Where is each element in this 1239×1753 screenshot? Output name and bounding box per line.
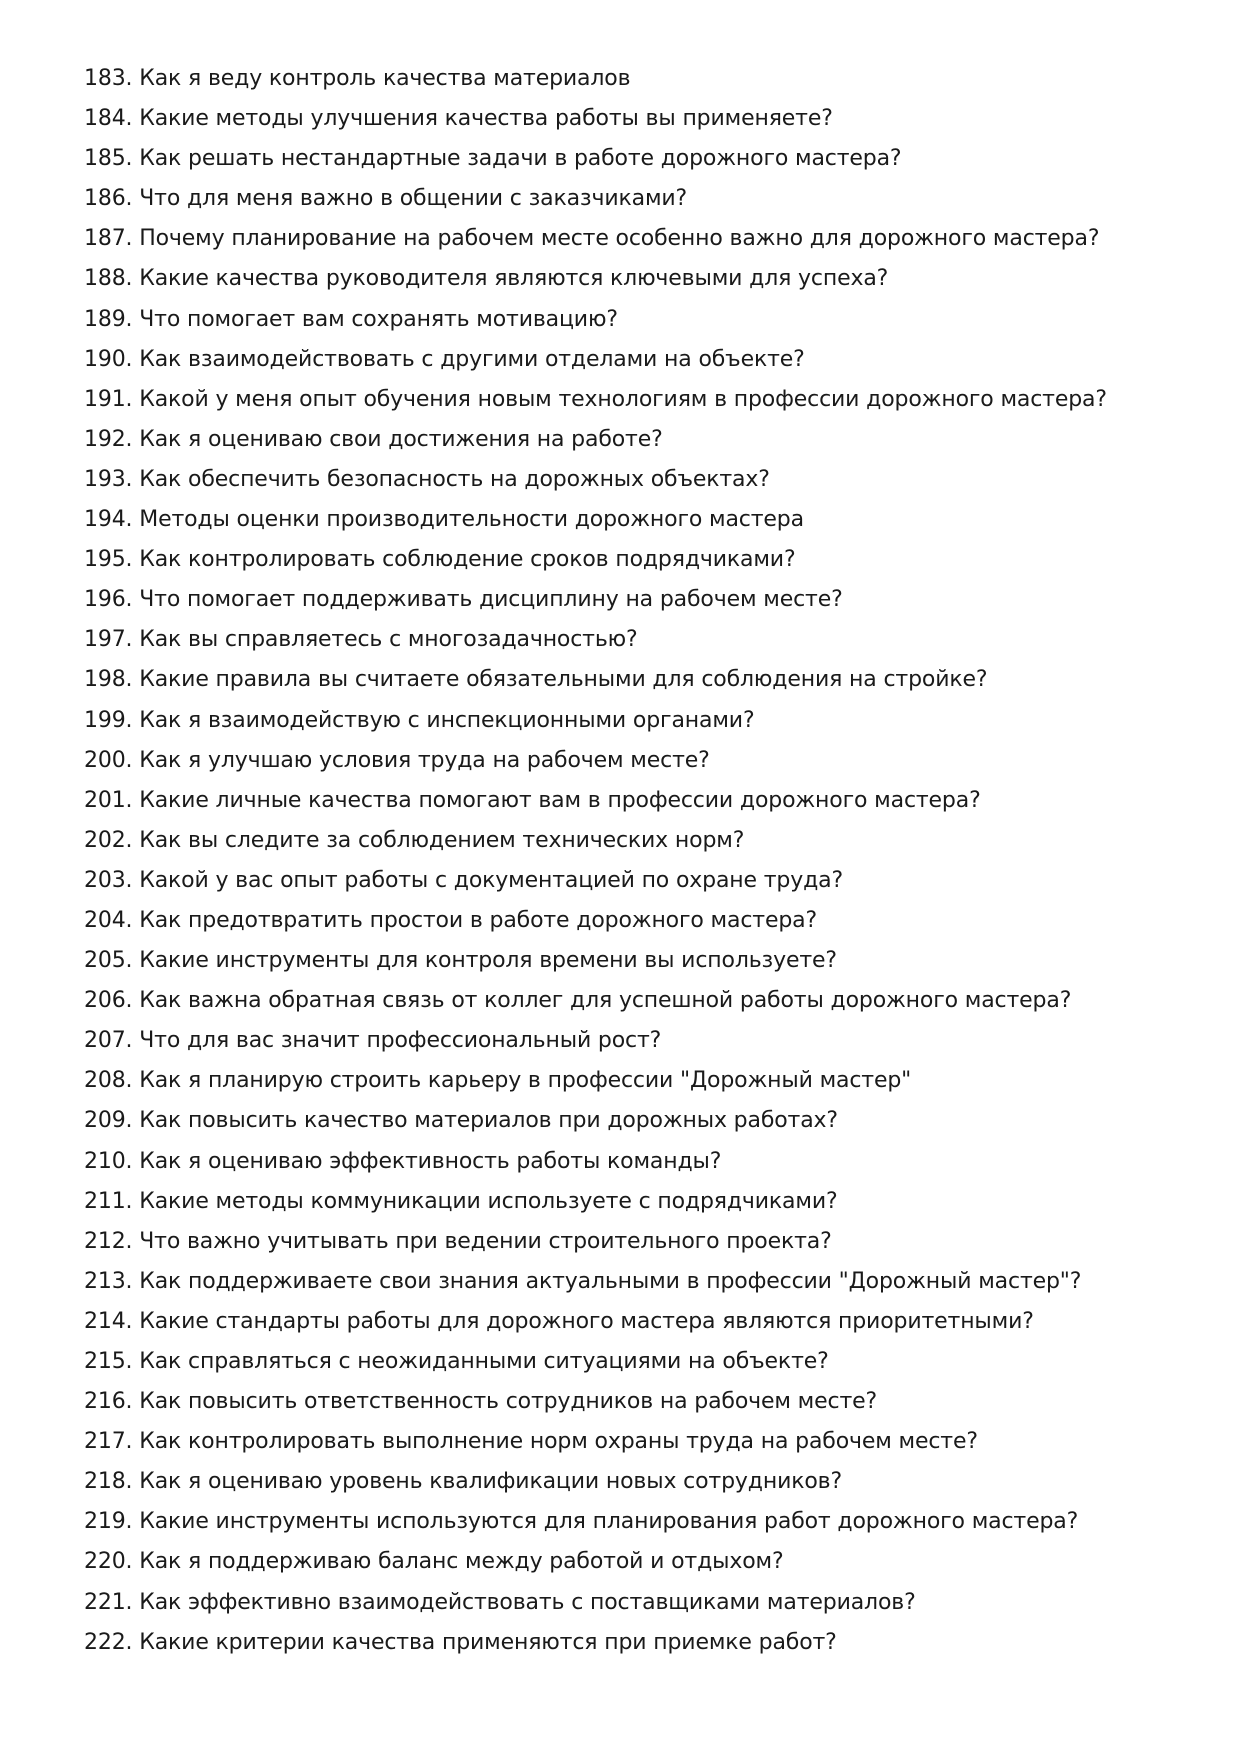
item-text: Как эффективно взаимодействовать с поставщиками материалов?	[139, 1589, 916, 1615]
list-item	[84, 861, 1239, 901]
item-text: Какие инструменты для контроля времени вы используете?	[139, 948, 837, 974]
list-item	[84, 1623, 1239, 1663]
list-item	[84, 660, 1239, 700]
item-text: Как важна обратная связь от коллег для успешной работы дорожного мастера?	[139, 988, 1072, 1014]
item-number: 219.	[84, 1509, 133, 1535]
item-number: 191.	[84, 386, 133, 412]
item-text: Как вы справляетесь с многозадачностью?	[139, 627, 638, 653]
item-number: 216.	[84, 1389, 133, 1415]
item-text: Как я веду контроль качества материалов	[139, 66, 631, 91]
list-item	[84, 1342, 1239, 1382]
list-item	[84, 179, 1239, 219]
item-number: 204.	[84, 907, 133, 933]
list-item	[84, 99, 1239, 139]
item-text: Как я взаимодействую с инспекционными органами?	[139, 707, 755, 733]
list-item	[84, 1021, 1239, 1061]
item-number: 210.	[84, 1148, 133, 1174]
item-number: 213.	[84, 1268, 133, 1294]
item-text: Как я улучшаю условия труда на рабочем месте?	[139, 747, 710, 773]
item-number: 203.	[84, 867, 133, 893]
item-number: 196.	[84, 587, 133, 613]
list-item	[84, 540, 1239, 580]
item-text: Как решать нестандартные задачи в работе дорожного мастера?	[139, 146, 902, 172]
list-item	[84, 139, 1239, 179]
question-list	[84, 59, 1239, 1663]
list-item	[84, 941, 1239, 981]
item-text: Как контролировать выполнение норм охраны труда на рабочем месте?	[139, 1429, 978, 1455]
list-item	[84, 1583, 1239, 1623]
item-number: 207.	[84, 1028, 133, 1054]
list-item	[84, 219, 1239, 259]
list-item	[84, 981, 1239, 1021]
item-number: 206.	[84, 988, 133, 1014]
item-text: Какие правила вы считаете обязательными для соблюдения на стройке?	[139, 667, 988, 693]
item-number: 192.	[84, 426, 133, 452]
list-item	[84, 1502, 1239, 1542]
item-number: 187.	[84, 226, 133, 252]
list-item	[84, 901, 1239, 941]
item-number: 209.	[84, 1108, 133, 1134]
item-number: 215.	[84, 1349, 133, 1374]
item-text: Что помогает вам сохранять мотивацию?	[139, 306, 618, 332]
item-text: Как предотвратить простои в работе дорожного мастера?	[139, 907, 818, 933]
list-item	[84, 59, 1239, 99]
item-number: 193.	[84, 466, 133, 492]
item-text: Что для меня важно в общении с заказчиками?	[139, 186, 688, 212]
item-text: Как взаимодействовать с другими отделами на объекте?	[139, 346, 805, 372]
item-number: 208.	[84, 1068, 133, 1094]
list-item	[84, 460, 1239, 500]
item-number: 201.	[84, 787, 133, 813]
item-text: Как поддерживаете свои знания актуальными в профессии "Дорожный мастер"?	[139, 1268, 1082, 1294]
list-item	[84, 1542, 1239, 1582]
item-number: 199.	[84, 707, 133, 733]
item-text: Какие критерии качества применяются при приемке работ?	[139, 1629, 837, 1655]
item-number: 221.	[84, 1589, 133, 1615]
list-item	[84, 1182, 1239, 1222]
list-item	[84, 580, 1239, 620]
list-item	[84, 380, 1239, 420]
item-text: Какие стандарты работы для дорожного мастера являются приоритетными?	[139, 1308, 1034, 1334]
item-number: 189.	[84, 306, 133, 332]
list-item	[84, 741, 1239, 781]
item-number: 205.	[84, 948, 133, 974]
item-number: 190.	[84, 346, 133, 372]
item-text: Какие методы коммуникации используете с подрядчиками?	[139, 1188, 838, 1214]
item-number: 217.	[84, 1429, 133, 1455]
item-text: Как я оцениваю свои достижения на работе?	[139, 426, 663, 452]
list-item	[84, 259, 1239, 299]
item-text: Как обеспечить безопасность на дорожных объектах?	[139, 466, 770, 492]
item-text: Как я оцениваю уровень квалификации новых сотрудников?	[139, 1469, 843, 1495]
item-number: 183.	[84, 66, 133, 91]
item-number: 195.	[84, 547, 133, 573]
item-number: 197.	[84, 627, 133, 653]
item-number: 214.	[84, 1308, 133, 1334]
item-number: 212.	[84, 1228, 133, 1254]
item-number: 218.	[84, 1469, 133, 1495]
item-text: Почему планирование на рабочем месте особенно важно для дорожного мастера?	[139, 226, 1100, 252]
list-item	[84, 300, 1239, 340]
list-item	[84, 1462, 1239, 1502]
item-number: 211.	[84, 1188, 133, 1214]
list-item	[84, 1382, 1239, 1422]
item-number: 188.	[84, 266, 133, 292]
item-text: Какие личные качества помогают вам в профессии дорожного мастера?	[139, 787, 981, 813]
item-text: Какой у меня опыт обучения новым технологиям в профессии дорожного мастера?	[139, 386, 1107, 412]
item-text: Что важно учитывать при ведении строительного проекта?	[139, 1228, 832, 1254]
list-item	[84, 701, 1239, 741]
list-item	[84, 781, 1239, 821]
item-number: 198.	[84, 667, 133, 693]
item-text: Как повысить качество материалов при дорожных работах?	[139, 1108, 838, 1134]
list-item	[84, 821, 1239, 861]
item-text: Какие качества руководителя являются ключевыми для успеха?	[139, 266, 889, 292]
list-item	[84, 1061, 1239, 1101]
item-number: 200.	[84, 747, 133, 773]
item-text: Как контролировать соблюдение сроков подрядчиками?	[139, 547, 796, 573]
item-text: Методы оценки производительности дорожного мастера	[139, 507, 804, 533]
item-text: Какие инструменты используются для планирования работ дорожного мастера?	[139, 1509, 1079, 1535]
list-item	[84, 1101, 1239, 1141]
item-text: Что для вас значит профессиональный рост?	[139, 1028, 662, 1054]
item-number: 220.	[84, 1549, 133, 1575]
item-text: Как вы следите за соблюдением технических норм?	[139, 827, 745, 853]
item-text: Как я планирую строить карьеру в профессии "Дорожный мастер"	[139, 1068, 912, 1094]
list-item	[84, 1142, 1239, 1182]
item-number: 202.	[84, 827, 133, 853]
item-number: 194.	[84, 507, 133, 533]
list-item	[84, 1262, 1239, 1302]
item-number: 185.	[84, 146, 133, 172]
item-text: Какие методы улучшения качества работы вы применяете?	[139, 106, 833, 132]
list-item	[84, 420, 1239, 460]
item-text: Что помогает поддерживать дисциплину на рабочем месте?	[139, 587, 843, 613]
item-text: Как справляться с неожиданными ситуациями на объекте?	[139, 1349, 829, 1374]
item-text: Как я оцениваю эффективность работы команды?	[139, 1148, 722, 1174]
item-number: 184.	[84, 106, 133, 132]
list-item	[84, 1222, 1239, 1262]
item-text: Как я поддерживаю баланс между работой и отдыхом?	[139, 1549, 784, 1575]
item-number: 186.	[84, 186, 133, 212]
list-item	[84, 500, 1239, 540]
list-item	[84, 340, 1239, 380]
list-item	[84, 620, 1239, 660]
list-item	[84, 1422, 1239, 1462]
list-item	[84, 1302, 1239, 1342]
item-text: Какой у вас опыт работы с документацией по охране труда?	[139, 867, 844, 893]
item-number: 222.	[84, 1629, 133, 1655]
item-text: Как повысить ответственность сотрудников на рабочем месте?	[139, 1389, 878, 1415]
